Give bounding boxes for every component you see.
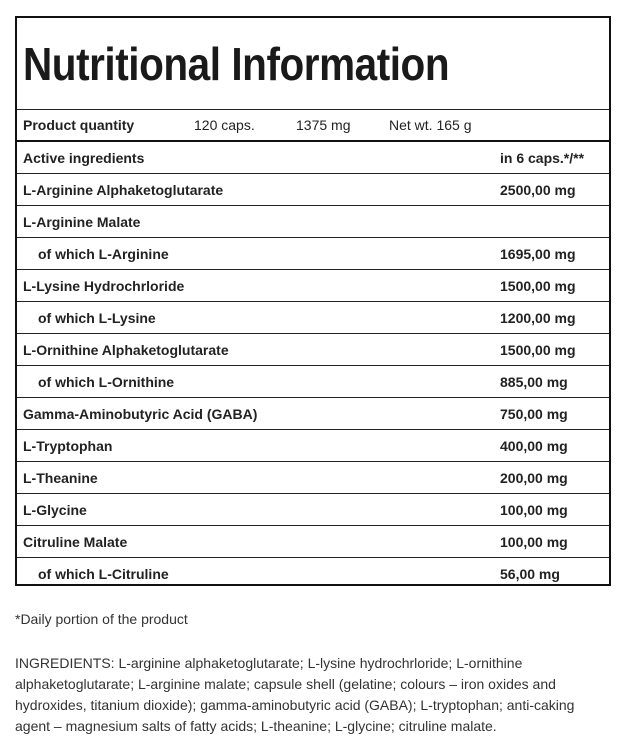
ingredient-amount: 200,00 mg bbox=[500, 469, 568, 486]
ingredient-amount: 1200,00 mg bbox=[500, 309, 576, 326]
ingredient-name: of which L-Ornithine bbox=[38, 373, 175, 390]
ingredient-name: L-Glycine bbox=[23, 501, 87, 518]
ingredient-amount: 1695,00 mg bbox=[500, 245, 576, 262]
ingredient-amount: 56,00 mg bbox=[500, 565, 560, 582]
net-weight: Net wt. 165 g bbox=[389, 117, 472, 133]
mg-per-cap: 1375 mg bbox=[296, 117, 351, 133]
ingredient-name: L-Lysine Hydrochrloride bbox=[23, 277, 185, 294]
table-row bbox=[17, 526, 609, 558]
ingredient-rows bbox=[17, 174, 609, 589]
ingredient-name: of which L-Citruline bbox=[38, 565, 169, 582]
ingredient-amount: 400,00 mg bbox=[500, 437, 568, 454]
table-row bbox=[17, 270, 609, 302]
ingredient-amount: 100,00 mg bbox=[500, 501, 568, 518]
table-row bbox=[17, 302, 609, 334]
product-quantity-row bbox=[17, 110, 609, 142]
table-row bbox=[17, 398, 609, 430]
ingredients-text: INGREDIENTS: L-arginine alphaketoglutarate; L-lysine hydrochrloride; L-ornithine alphaketoglutarate; L-arginine malate; capsule shell (gelatine; colours – iron oxides and hydroxides, titanium dioxide); gamma-aminobutyric acid (GABA); L-tryptophan; anti-caking agent – magnesium salts of fatty acids; L-theanine; L-glycine; citruline malate. bbox=[15, 655, 575, 734]
header-label: Active ingredients bbox=[23, 149, 145, 166]
product-quantity-label: Product quantity bbox=[23, 117, 135, 133]
table-row bbox=[17, 462, 609, 494]
ingredient-amount: 885,00 mg bbox=[500, 373, 568, 390]
ingredient-name: L-Ornithine Alphaketoglutarate bbox=[23, 341, 229, 358]
header-row bbox=[17, 142, 609, 174]
ingredient-name: of which L-Lysine bbox=[38, 309, 156, 326]
ingredient-name: L-Tryptophan bbox=[23, 437, 113, 454]
table-row bbox=[17, 558, 609, 589]
page-title: Nutritional Information bbox=[23, 37, 450, 90]
ingredient-name: Citruline Malate bbox=[23, 533, 128, 550]
ingredient-name: L-Arginine Alphaketoglutarate bbox=[23, 181, 224, 198]
table-row bbox=[17, 334, 609, 366]
caps-count: 120 caps. bbox=[194, 117, 255, 133]
ingredient-amount: 750,00 mg bbox=[500, 405, 568, 422]
table-row bbox=[17, 430, 609, 462]
ingredient-amount: 100,00 mg bbox=[500, 533, 568, 550]
table-row bbox=[17, 238, 609, 270]
table-row bbox=[17, 494, 609, 526]
nutrition-table bbox=[15, 16, 611, 586]
table-row bbox=[17, 174, 609, 206]
table-row bbox=[17, 366, 609, 398]
footnote: *Daily portion of the product bbox=[15, 611, 188, 627]
table-row bbox=[17, 206, 609, 238]
ingredient-amount: 1500,00 mg bbox=[500, 341, 576, 358]
ingredient-amount: 1500,00 mg bbox=[500, 277, 576, 294]
header-amount: in 6 caps.*/** bbox=[500, 149, 585, 166]
title-bar bbox=[17, 18, 609, 110]
ingredient-name: L-Arginine Malate bbox=[23, 213, 141, 230]
ingredient-name: of which L-Arginine bbox=[38, 245, 169, 262]
ingredient-amount: 2500,00 mg bbox=[500, 181, 576, 198]
ingredient-name: Gamma-Aminobutyric Acid (GABA) bbox=[23, 405, 258, 422]
ingredient-name: L-Theanine bbox=[23, 469, 98, 486]
